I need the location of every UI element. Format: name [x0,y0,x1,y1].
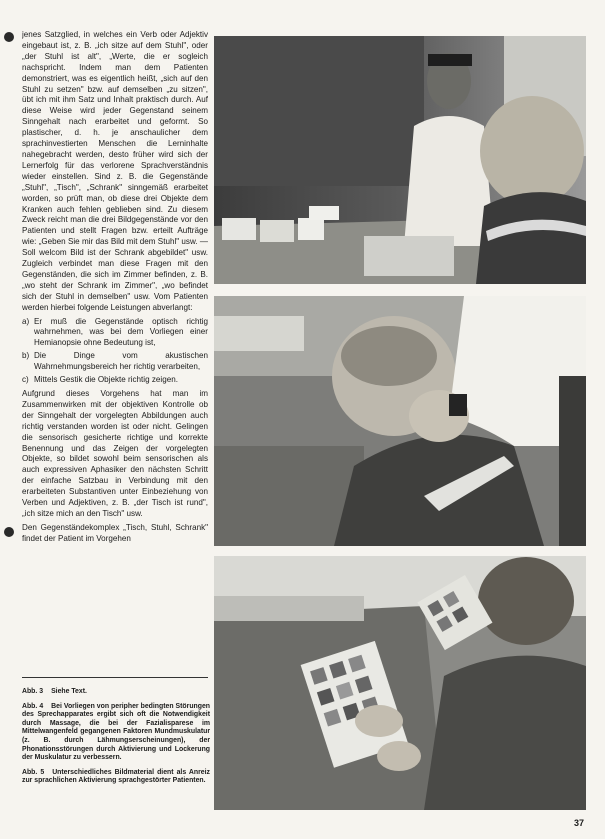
figure-captions [22,688,210,792]
list-text: Er muß die Gegenstände optisch richtig wahrnehmen, was bei dem Vorliegen einer Hemianopsie ohne Bedeutung ist, [34,316,208,348]
list-item [22,351,208,373]
body-paragraph: Den Gegenständekomplex „Tisch, Stuhl, Schrank" findet der Patient im Vorgehen [22,522,208,543]
caption-label: Abb. 5 [22,768,45,776]
caption-text: Bei Vorliegen von peripher bedingten Störungen des Sprechapparates ergibt sich oft die Notwendigkeit durch Massage, die bei der Fazialisparese im Mittelwangenfeld gegangenen Faktoren Mundmuskulatur (z. B. durch Lähmungserscheinungen), der Phonationsstörungen durch Aktivierung und Lockerung der Muskulatur zu verbessern. [22,702,210,762]
photo-facial-massage [214,296,586,546]
caption-text: Unterschiedliches Bildmaterial dient als Anreiz zur sprachlichen Aktivierung sprachgestörter Patienten. [22,768,210,785]
list-item [22,317,208,350]
list-text: Mittels Gestik die Objekte richtig zeigen. [34,375,178,385]
photo-facial-massage-image [214,296,586,546]
photo-therapist-at-table-image [214,36,586,284]
photo-therapist-at-table [214,36,586,284]
punch-hole-bottom [4,527,14,537]
page-number: 37 [574,818,585,828]
list-text: Die Dinge vom akustischen Wahrnehmungsbereich her richtig verarbeiten, [34,351,208,372]
caption-abb-5 [22,769,210,786]
list-marker: a) [22,316,30,326]
punch-hole-top [4,32,14,42]
requirements-list [22,317,208,386]
caption-text: Siehe Text. [51,688,87,695]
body-paragraph: jenes Satzglied, in welches ein Verb oder Adjektiv eingebaut ist, z. B. „ich sitze auf dem Stuhl", oder „der Stuhl ist alt", „Werte, die er sogleich nachspricht. Indem man dem Patienten demonstriert, was es eigentlich heißt, „sich auf den Stuhl zu setzen" bzw. auf demselben „zu sitzen", übt ich mit ihm Satz und Inhalt praktisch durch. Auf diese Weise wird jeder Gegenstand seinem Sinngehalt nach erarbeitet und geformt. So plastischer, d. h. je anschaulicher dem sprachinvestierten Menschen die Lerninhalte nahegebracht werden, desto früher wird sich der Lernerfolg für das verlorene Sprachverständnis wieder einstellen. Sind z. B. die Gegenstände „Stuhl", „Tisch", „Schrank" sinngemäß erarbeitet worden, so prüft man, ob diese drei Objekte dem Kranken auch fehlen geblieben sind. Zu diesem Zweck reicht man die drei Bildgegenstände vor den Patienten und stellt Fragen bzw. erteilt Aufträge wie: „Geben Sie mir das Bild mit dem Stuhl" usw. — Soll welcom Bild ist der Schrank abgebildet" usw. Zugleich verbindet man diese Fragen mit den Gegenständen, die sich im Zimmer befinden, z. B. „wo steht der Schrank im Zimmer", „wo befindet sich der Stuhl in demselben" usw. Vom Patienten werden hierbei folgende Leistungen abverlangt: [22,30,208,312]
photo-patient-with-picture-card-image [214,556,586,810]
caption-label: Abb. 4 [22,702,44,710]
caption-abb-4 [22,703,210,763]
body-text-column [22,30,208,670]
list-item [22,375,208,386]
caption-divider [22,677,208,678]
list-marker: b) [22,351,30,361]
caption-abb-3 [22,688,210,697]
list-marker: c) [22,375,29,385]
photo-patient-with-picture-card [214,556,586,810]
caption-label: Abb. 3 [22,688,44,695]
body-paragraph: Aufgrund dieses Vorgehens hat man im Zusammenwirken mit der objektiven Kontrolle ob der Sinngehalt der vorgelegten Abbildungen auch richtig verstanden worden ist oder nicht. Gelingen die sensorisch gesicherte richtige und korrekte Benennung und das Zeigen der vorgelegten Objekte, so bildet sowohl beim sensorischen als auch expressiven Aphasiker den nächsten Schritt der einfache Satzbau in Verbindung mit den erarbeiteten Substantiven unter Einbeziehung von Verben und Adjektiven, z. B. „der Tisch ist rund", „ich sitze mich an den Tisch" usw. [22,389,208,518]
